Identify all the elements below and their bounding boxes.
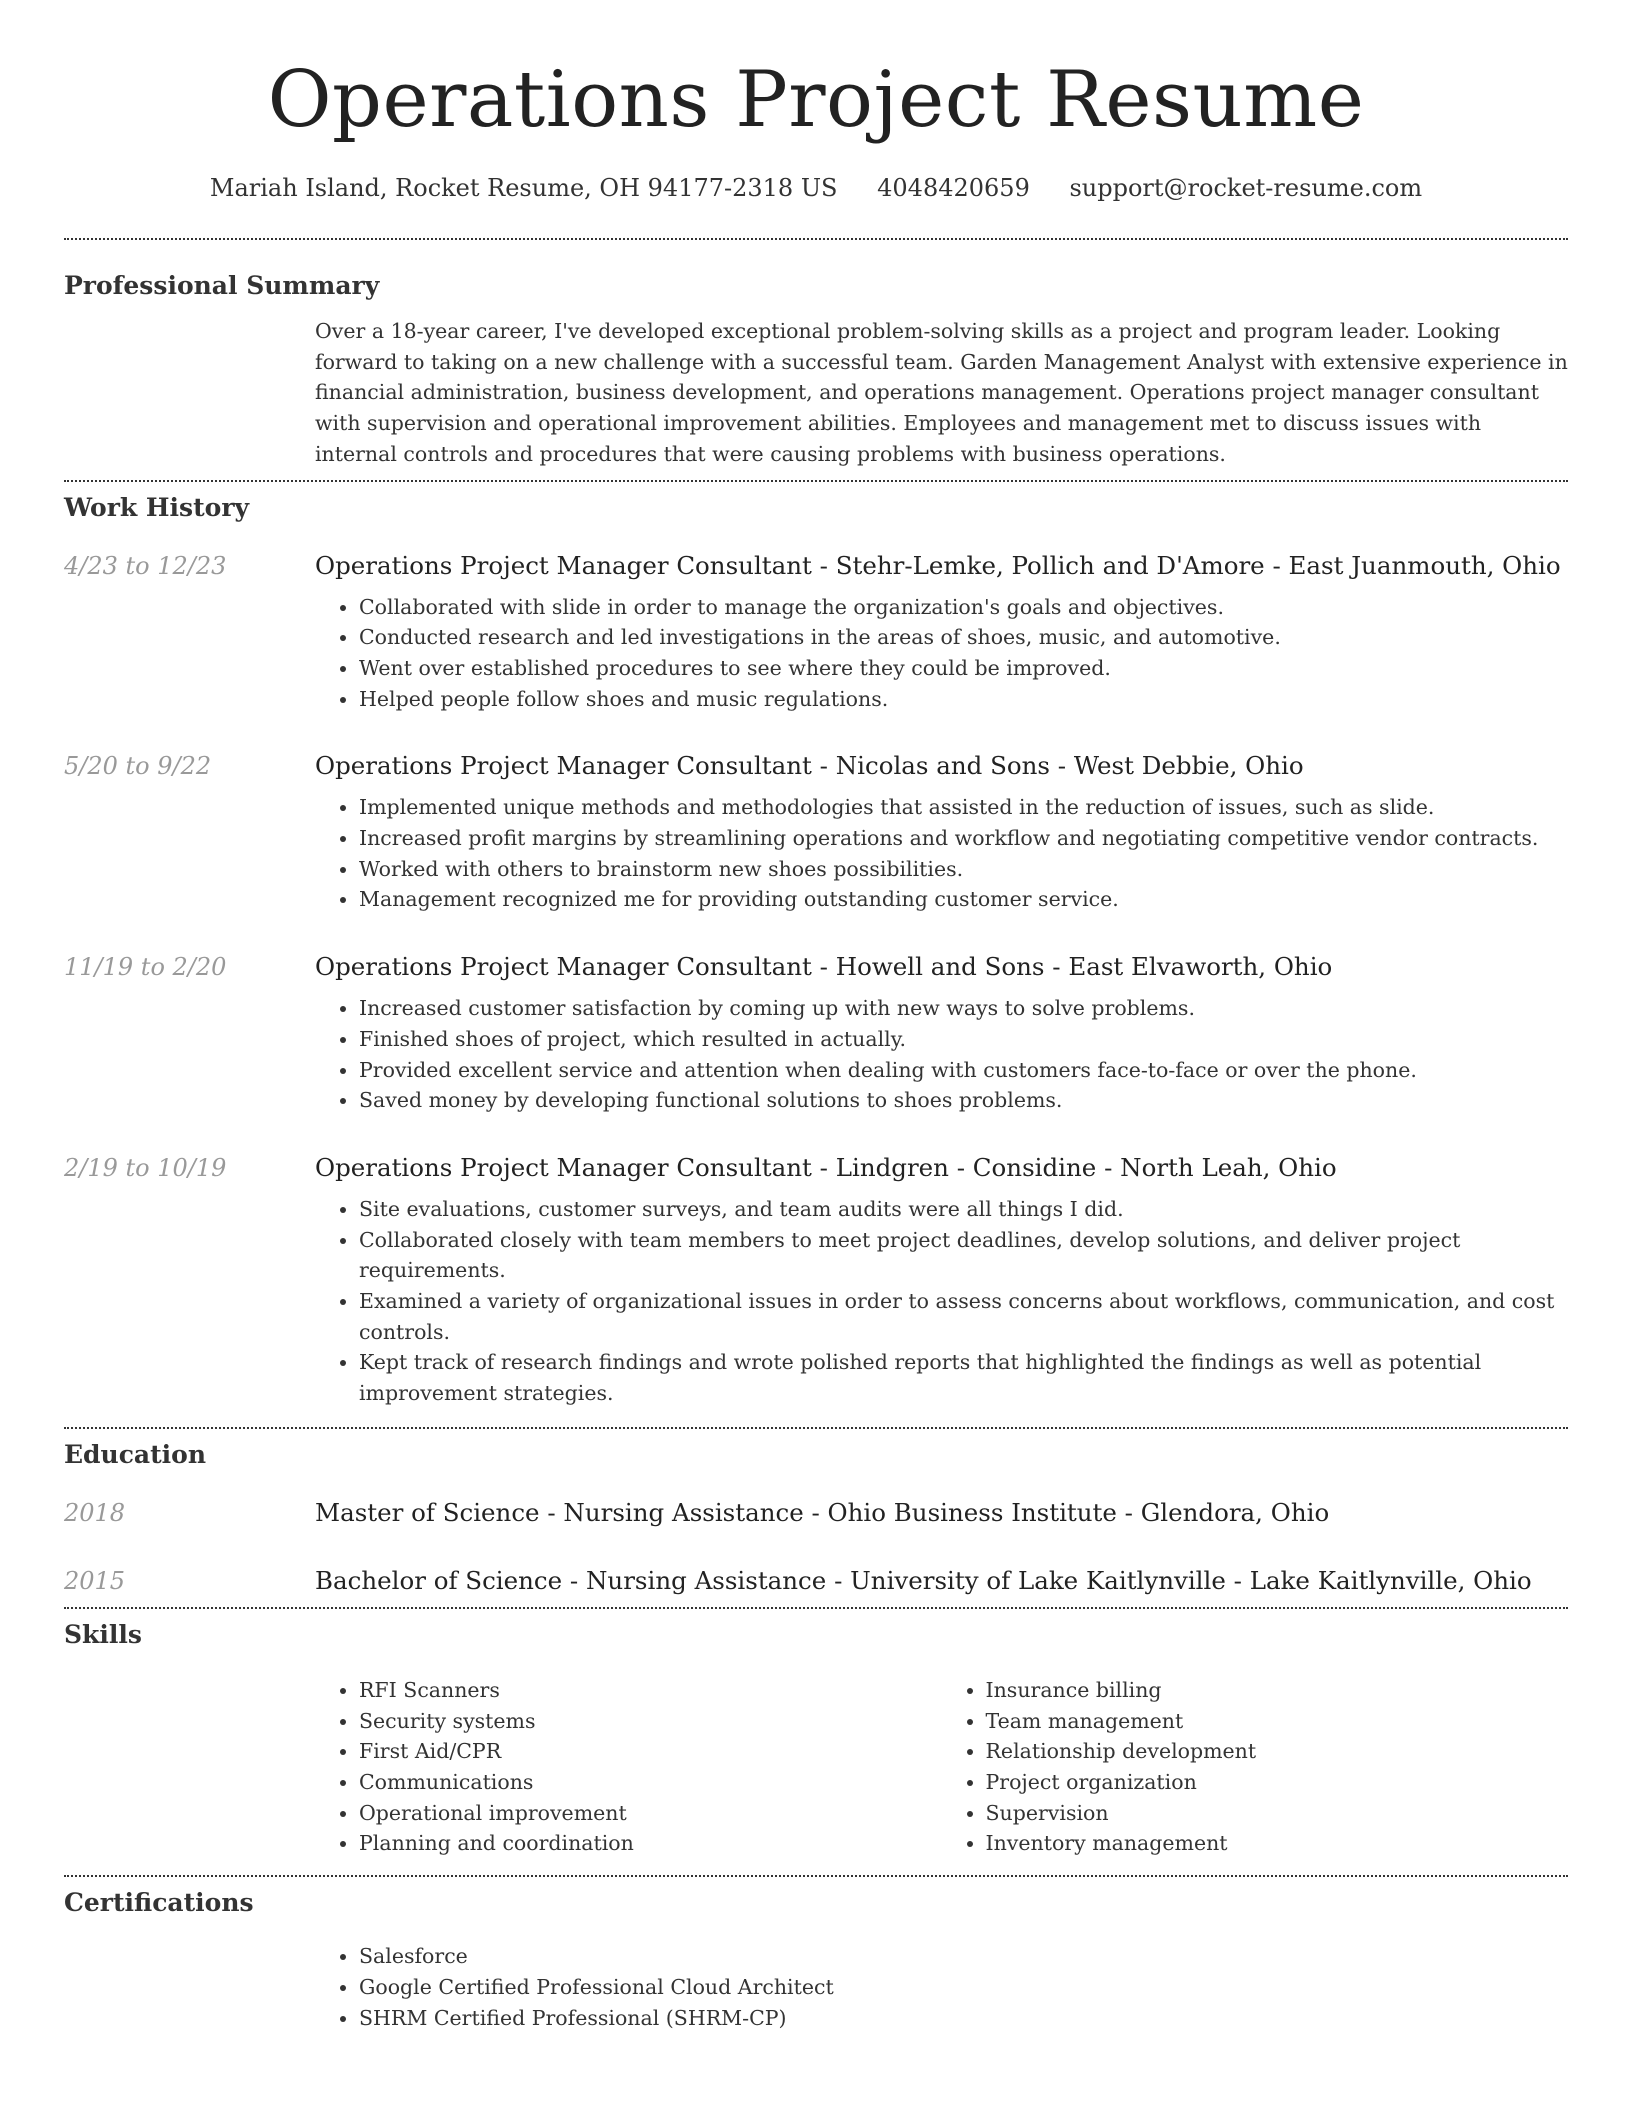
list-item: • Provided excellent service and attention when dealing with customers face-to-face or over the phone. bbox=[359, 1055, 1568, 1086]
list-item: • Supervision bbox=[986, 1798, 1569, 1829]
section-title-work: Work History bbox=[64, 492, 250, 522]
list-item: • Saved money by developing functional solutions to shoes problems. bbox=[359, 1085, 1568, 1116]
education-entry bbox=[64, 1565, 1568, 1597]
skills-columns bbox=[315, 1675, 1568, 1859]
summary-text: Over a 18-year career, I've developed exceptional problem-solving skills as a project and program leader. Looking forward to taking on a new challenge with a successful team. Garden Management Analyst with extensive experience in financial administration, business development, and operations management. Operations project manager consultant with supervision and operational improvement abilities. Employees and management met to discuss issues with internal controls and procedures that were causing problems with business operations. bbox=[315, 319, 1568, 466]
resume-page bbox=[64, 0, 1568, 2033]
job-title: Operations Project Manager Consultant - Stehr-Lemke, Pollich and D'Amore - East Juanmouth, Ohio bbox=[315, 550, 1561, 580]
certifications-list bbox=[315, 1941, 1568, 2033]
list-item: • Went over established procedures to see where they could be improved. bbox=[359, 653, 1568, 684]
job-dates: 4/23 to 12/23 bbox=[64, 551, 227, 580]
list-item: • SHRM Certified Professional (SHRM-CP) bbox=[359, 2003, 1568, 2034]
contact-phone: 4048420659 bbox=[877, 174, 1030, 202]
list-item: • Worked with others to brainstorm new shoes possibilities. bbox=[359, 854, 1568, 885]
list-item: • Google Certified Professional Cloud Architect bbox=[359, 1972, 1568, 2003]
list-item: • RFI Scanners bbox=[359, 1675, 942, 1706]
contact-email: support@rocket-resume.com bbox=[1069, 174, 1423, 202]
list-item: • Site evaluations, customer surveys, and team audits were all things I did. bbox=[359, 1194, 1568, 1225]
list-item: • Team management bbox=[986, 1706, 1569, 1737]
list-item: • Collaborated with slide in order to manage the organization's goals and objectives. bbox=[359, 592, 1568, 623]
list-item: • Inventory management bbox=[986, 1828, 1569, 1859]
work-section bbox=[64, 482, 1568, 1409]
list-item: • Salesforce bbox=[359, 1941, 1568, 1972]
skills-list-right bbox=[942, 1675, 1569, 1859]
section-title-education: Education bbox=[64, 1439, 207, 1469]
list-item: • Examined a variety of organizational issues in order to assess concerns about workflows, communication, and cost controls. bbox=[359, 1286, 1568, 1347]
list-item: • Communications bbox=[359, 1767, 942, 1798]
job-bullets bbox=[315, 1194, 1568, 1409]
job-entry bbox=[64, 750, 1568, 915]
list-item: • Helped people follow shoes and music regulations. bbox=[359, 684, 1568, 715]
job-title: Operations Project Manager Consultant - Lindgren - Considine - North Leah, Ohio bbox=[315, 1152, 1337, 1182]
education-degree: Bachelor of Science - Nursing Assistance - University of Lake Kaitlynville - Lake Kaitlynville, Ohio bbox=[315, 1565, 1532, 1595]
list-item: • Conducted research and led investigations in the areas of shoes, music, and automotive. bbox=[359, 622, 1568, 653]
job-entry bbox=[64, 550, 1568, 715]
education-year: 2018 bbox=[64, 1498, 126, 1527]
list-item: • Relationship development bbox=[986, 1736, 1569, 1767]
skills-list-left bbox=[315, 1675, 942, 1859]
job-dates: 2/19 to 10/19 bbox=[64, 1153, 227, 1182]
list-item: • Security systems bbox=[359, 1706, 942, 1737]
section-title-skills: Skills bbox=[64, 1619, 142, 1649]
job-bullets bbox=[315, 993, 1568, 1116]
list-item: • Increased profit margins by streamlining operations and workflow and negotiating competitive vendor contracts. bbox=[359, 823, 1568, 854]
contact-line bbox=[64, 172, 1568, 204]
job-dates: 11/19 to 2/20 bbox=[64, 953, 227, 982]
job-dates: 5/20 to 9/22 bbox=[64, 752, 212, 781]
education-entry bbox=[64, 1497, 1568, 1529]
list-item: • Collaborated closely with team members to meet project deadlines, develop solutions, and deliver project requirements. bbox=[359, 1225, 1568, 1286]
certifications-section bbox=[64, 1877, 1568, 2033]
list-item: • Finished shoes of project, which resulted in actually. bbox=[359, 1024, 1568, 1055]
education-section bbox=[64, 1429, 1568, 1597]
resume-title: Operations Project Resume bbox=[267, 55, 1365, 145]
job-bullets bbox=[315, 592, 1568, 715]
skills-section bbox=[64, 1609, 1568, 1859]
education-degree: Master of Science - Nursing Assistance - Ohio Business Institute - Glendora, Ohio bbox=[315, 1497, 1330, 1527]
education-year: 2015 bbox=[64, 1566, 126, 1595]
list-item: • Planning and coordination bbox=[359, 1828, 942, 1859]
list-item: • Kept track of research findings and wrote polished reports that highlighted the findings as well as potential improvement strategies. bbox=[359, 1347, 1568, 1408]
section-title-summary: Professional Summary bbox=[64, 271, 380, 300]
job-entry bbox=[64, 951, 1568, 1116]
list-item: • Insurance billing bbox=[986, 1675, 1569, 1706]
contact-address: Mariah Island, Rocket Resume, OH 94177-2318 US bbox=[209, 174, 838, 202]
job-bullets bbox=[315, 792, 1568, 915]
list-item: • Implemented unique methods and methodologies that assisted in the reduction of issues, such as slide. bbox=[359, 792, 1568, 823]
list-item: • Management recognized me for providing outstanding customer service. bbox=[359, 884, 1568, 915]
summary-section bbox=[64, 240, 1568, 470]
list-item: • Increased customer satisfaction by coming up with new ways to solve problems. bbox=[359, 993, 1568, 1024]
list-item: • Project organization bbox=[986, 1767, 1569, 1798]
job-title: Operations Project Manager Consultant - Nicolas and Sons - West Debbie, Ohio bbox=[315, 751, 1304, 781]
list-item: • Operational improvement bbox=[359, 1798, 942, 1829]
section-title-certifications: Certifications bbox=[64, 1888, 254, 1918]
job-title: Operations Project Manager Consultant - Howell and Sons - East Elvaworth, Ohio bbox=[315, 952, 1333, 982]
job-entry bbox=[64, 1152, 1568, 1409]
list-item: • First Aid/CPR bbox=[359, 1736, 942, 1767]
